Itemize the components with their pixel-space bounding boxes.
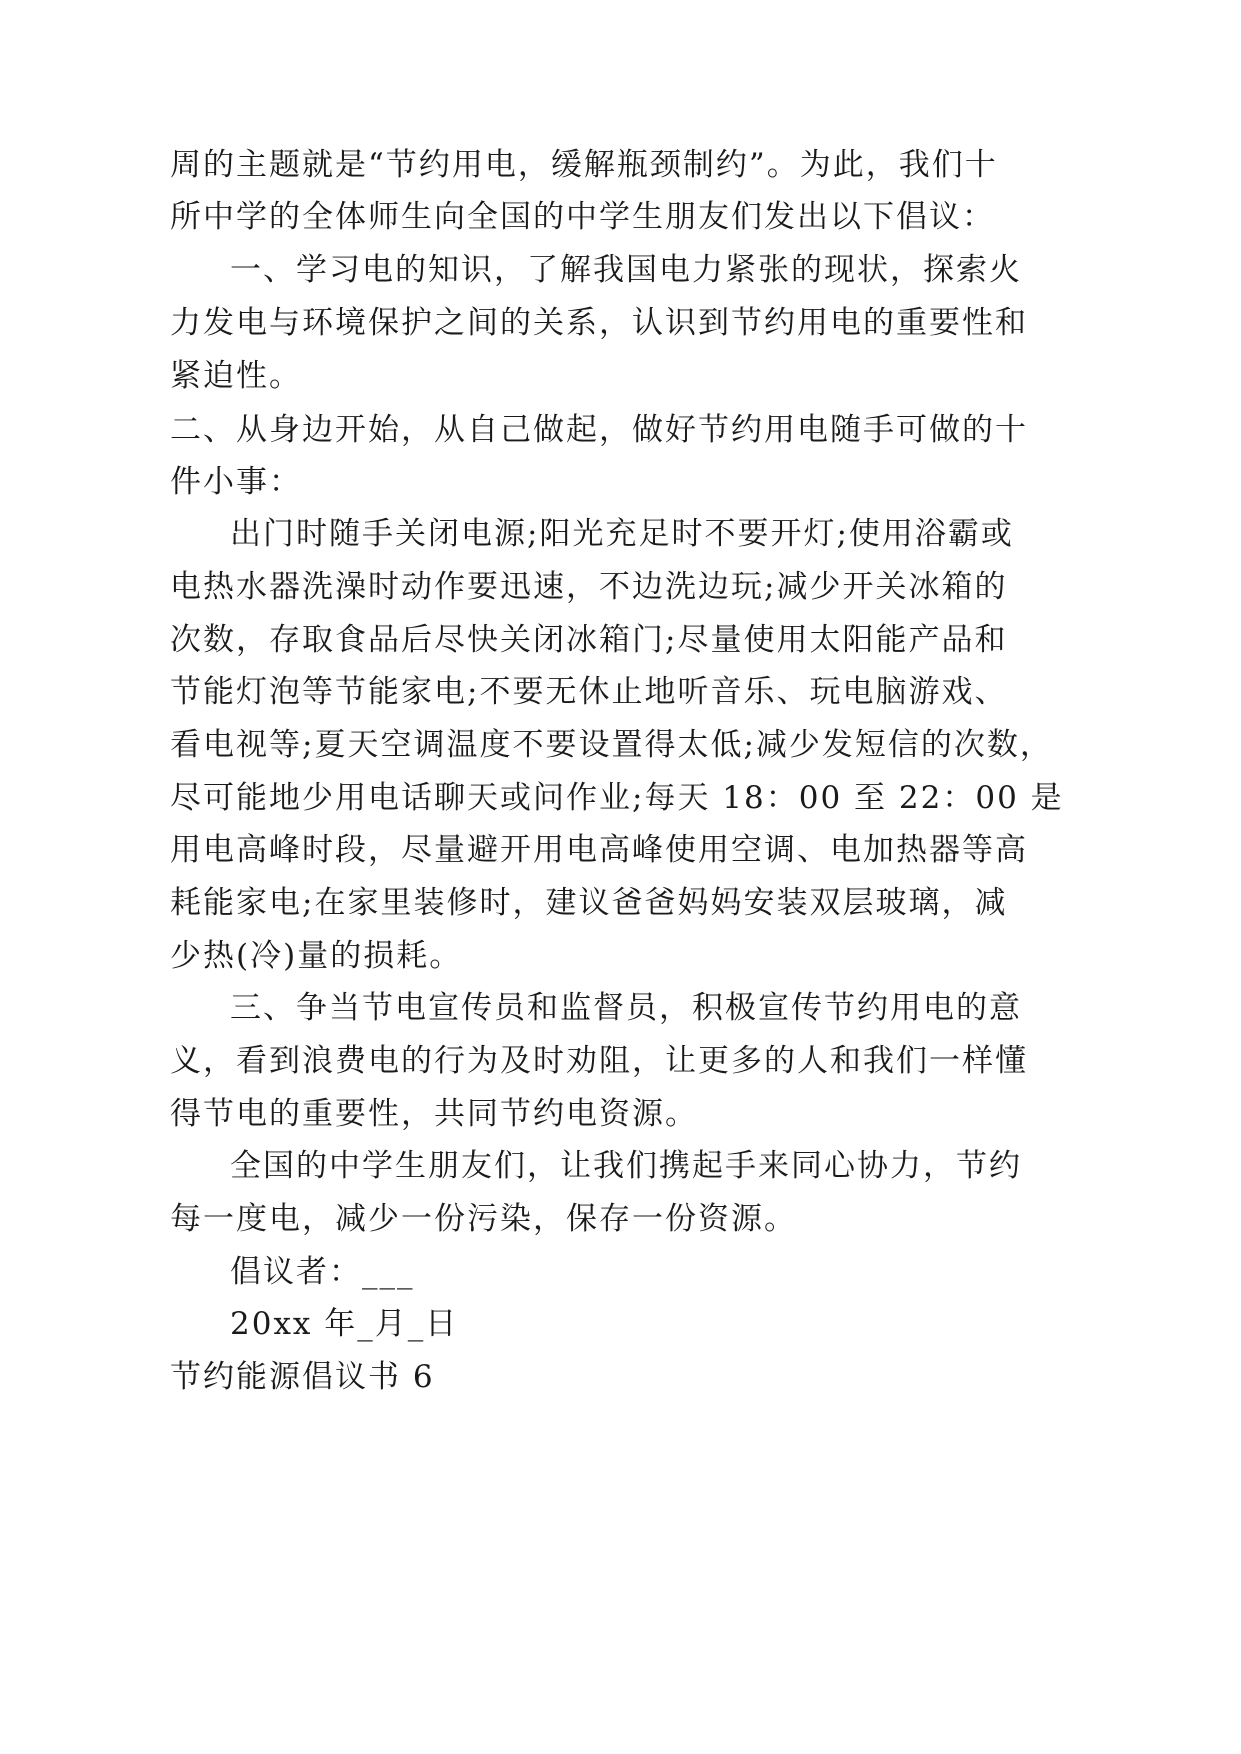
text-line: 得节电的重要性，共同节约电资源。 [170, 1096, 698, 1132]
text-line: 少热(冷)量的损耗。 [170, 938, 463, 974]
text-line: 所中学的全体师生向全国的中学生朋友们发出以下倡议： [170, 199, 995, 235]
text-line: 件小事： [170, 464, 302, 500]
text-line: 义，看到浪费电的行为及时劝阻，让更多的人和我们一样懂 [170, 1043, 1028, 1079]
text-line: 次数，存取食品后尽快关闭冰箱门;尽量使用太阳能产品和 [170, 622, 1008, 658]
text-line: 力发电与环境保护之间的关系，认识到节约用电的重要性和 [170, 305, 1028, 341]
text-line: 三、争当节电宣传员和监督员，积极宣传节约用电的意 [230, 990, 1022, 1026]
text-line: 全国的中学生朋友们，让我们携起手来同心协力，节约 [230, 1148, 1022, 1184]
signer-line: 倡议者：___ [230, 1254, 415, 1290]
text-line: 二、从身边开始，从自己做起，做好节约用电随手可做的十 [170, 412, 1028, 448]
text-line: 耗能家电;在家里装修时，建议爸爸妈妈安装双层玻璃，减 [170, 885, 1008, 921]
text-line: 看电视等;夏天空调温度不要设置得太低;减少发短信的次数， [170, 727, 1053, 763]
text-line: 一、学习电的知识，了解我国电力紧张的现状，探索火 [230, 252, 1022, 288]
text-line: 出门时随手关闭电源;阳光充足时不要开灯;使用浴霸或 [230, 516, 1014, 552]
text-line: 节能灯泡等节能家电;不要无休止地听音乐、玩电脑游戏、 [170, 674, 1008, 710]
date-line: 20xx 年_月_日 [230, 1306, 459, 1342]
text-line: 尽可能地少用电话聊天或问作业;每天 18：00 至 22：00 是 [170, 780, 1064, 816]
text-line: 电热水器洗澡时动作要迅速，不边洗边玩;减少开关冰箱的 [170, 569, 1008, 605]
text-line: 用电高峰时段，尽量避开用电高峰使用空调、电加热器等高 [170, 832, 1028, 868]
text-line: 周的主题就是“节约用电，缓解瓶颈制约”。为此，我们十 [170, 147, 998, 183]
section-title: 节约能源倡议书 6 [170, 1359, 435, 1395]
text-line: 紧迫性。 [170, 358, 302, 394]
text-line: 每一度电，减少一份污染，保存一份资源。 [170, 1201, 797, 1237]
